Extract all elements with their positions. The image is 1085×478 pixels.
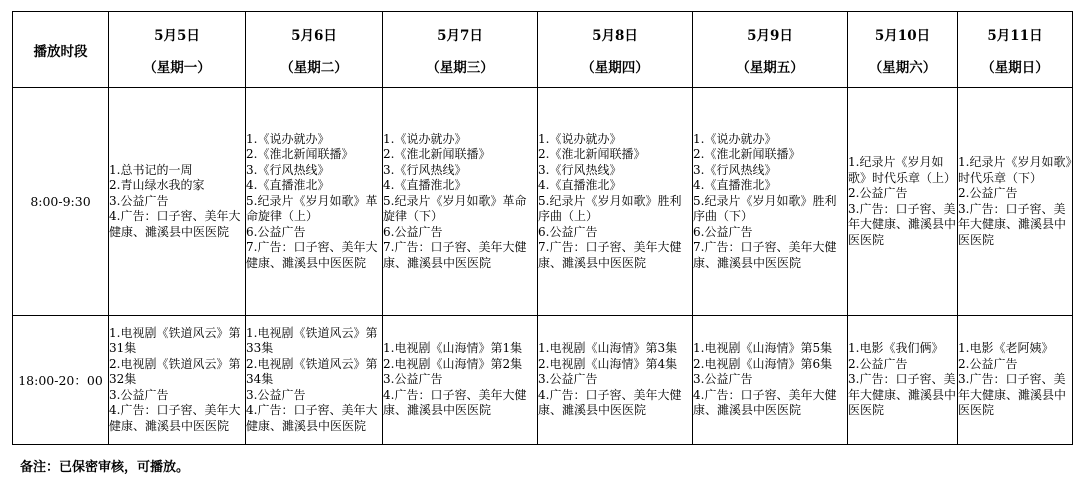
program-item: 2.公益广告 (958, 356, 1018, 371)
program-item: 1.纪录片《岁月如歌》时代乐章（下） (958, 155, 1072, 185)
program-item: 1.电影《老阿姨》 (958, 341, 1054, 356)
day-date: 5月5日 (154, 27, 200, 44)
program-item: 3.《行风热线》 (246, 162, 330, 177)
day-header (693, 12, 848, 88)
program-item: 1.《说办就办》 (693, 131, 777, 146)
program-item: 3.《行风热线》 (383, 162, 467, 177)
day-weekday: （星期五） (736, 59, 804, 76)
day-header (383, 12, 538, 88)
time-slot: 18:00-20：00 (13, 316, 109, 445)
program-item: 1.《说办就办》 (383, 131, 467, 146)
schedule-row (13, 88, 1073, 316)
day-header (109, 12, 246, 88)
program-cell (848, 316, 958, 445)
day-weekday: （星期四） (581, 59, 649, 76)
program-item: 4.《直播淮北》 (246, 178, 330, 193)
program-cell (958, 88, 1073, 316)
program-item: 7.广告：口子窖、美年大健康、濉溪县中医医院 (693, 240, 837, 270)
program-item: 2.公益广告 (848, 356, 908, 371)
program-item: 1.《说办就办》 (538, 131, 622, 146)
day-weekday: （星期日） (981, 59, 1049, 76)
program-item: 4.广告：口子窖、美年大健康、濉溪县中医医院 (109, 403, 241, 433)
program-item: 2.《淮北新闻联播》 (383, 147, 491, 162)
program-item: 4.广告：口子窖、美年大健康、濉溪县中医医院 (538, 387, 682, 418)
day-weekday: （星期二） (280, 59, 348, 76)
day-weekday: （星期三） (426, 59, 494, 76)
program-item: 1.总书记的一周 (109, 162, 193, 177)
program-item: 2.《淮北新闻联播》 (693, 147, 801, 162)
program-item: 2.公益广告 (848, 186, 908, 200)
program-cell (383, 316, 538, 445)
program-item: 1.电视剧《铁道风云》第33集 (246, 325, 378, 356)
program-item: 7.广告：口子窖、美年大健康、濉溪县中医医院 (538, 240, 682, 270)
program-item: 1.电视剧《山海情》第3集 (538, 341, 678, 356)
day-header (538, 12, 693, 88)
day-date: 5月8日 (592, 27, 638, 44)
program-cell (246, 316, 383, 445)
program-item: 6.公益广告 (383, 224, 443, 239)
day-date: 5月9日 (747, 27, 793, 44)
program-item: 3.公益广告 (109, 387, 169, 402)
program-item: 3.公益广告 (693, 372, 753, 387)
program-item: 2.公益广告 (958, 186, 1018, 200)
program-cell (693, 316, 848, 445)
program-cell (246, 88, 383, 316)
program-item: 3.广告：口子窖、美年大健康、濉溪县中医医院 (958, 201, 1067, 247)
program-item: 5.纪录片《岁月如歌》革命旋律（上） (246, 193, 378, 224)
program-cell (109, 88, 246, 316)
program-cell (538, 316, 693, 445)
program-item: 4.《直播淮北》 (538, 178, 622, 193)
day-date: 5月6日 (291, 27, 337, 44)
program-item: 3.广告：口子窖、美年大健康、濉溪县中医医院 (848, 201, 957, 247)
program-item: 2.电视剧《山海情》第6集 (693, 356, 833, 371)
program-item: 3.广告：口子窖、美年大健康、濉溪县中医医院 (848, 372, 957, 418)
program-item: 2.电视剧《山海情》第4集 (538, 356, 678, 371)
time-slot: 8:00-9:30 (13, 88, 109, 316)
program-item: 1.电影《我们俩》 (848, 341, 944, 356)
program-item: 2.青山绿水我的家 (109, 178, 205, 193)
program-item: 2.电视剧《铁道风云》第32集 (109, 356, 241, 387)
day-weekday: （星期一） (143, 59, 211, 76)
program-item: 4.广告：口子窖、美年大健康、濉溪县中医医院 (693, 387, 837, 418)
program-item: 3.《行风热线》 (693, 162, 777, 177)
program-item: 4.广告：口子窖、美年大健康、濉溪县中医医院 (246, 403, 378, 433)
program-item: 3.公益广告 (109, 193, 169, 208)
program-cell (383, 88, 538, 316)
day-date: 5月7日 (437, 27, 483, 44)
program-item: 2.《淮北新闻联播》 (246, 147, 354, 162)
program-item: 1.电视剧《铁道风云》第31集 (109, 325, 241, 356)
program-item: 6.公益广告 (538, 224, 598, 239)
program-item: 6.公益广告 (693, 224, 753, 239)
program-item: 5.纪录片《岁月如歌》胜利序曲（上） (538, 193, 682, 224)
program-cell (848, 88, 958, 316)
program-cell (538, 88, 693, 316)
program-cell (958, 316, 1073, 445)
program-item: 3.公益广告 (383, 372, 443, 387)
header-row (13, 12, 1073, 88)
program-item: 4.《直播淮北》 (383, 178, 467, 193)
day-header (958, 12, 1073, 88)
program-item: 1.纪录片《岁月如歌》时代乐章（上） (848, 155, 957, 185)
program-item: 2.电视剧《山海情》第2集 (383, 356, 523, 371)
day-header (848, 12, 958, 88)
program-item: 4.广告：口子窖、美年大健康、濉溪县中医医院 (383, 387, 527, 418)
program-item: 2.《淮北新闻联播》 (538, 147, 646, 162)
program-item: 5.纪录片《岁月如歌》胜利序曲（下） (693, 193, 837, 224)
program-item: 3.公益广告 (538, 372, 598, 387)
program-item: 4.广告：口子窖、美年大健康、濉溪县中医医院 (109, 209, 241, 239)
program-item: 2.电视剧《铁道风云》第34集 (246, 356, 378, 387)
program-item: 5.纪录片《岁月如歌》革命旋律（下） (383, 193, 527, 224)
program-item: 7.广告：口子窖、美年大健康、濉溪县中医医院 (383, 240, 527, 270)
program-item: 7.广告：口子窖、美年大健康、濉溪县中医医院 (246, 240, 378, 270)
program-item: 4.《直播淮北》 (693, 178, 777, 193)
program-item: 1.《说办就办》 (246, 131, 330, 146)
slot-header: 播放时段 (13, 12, 109, 88)
program-item: 3.公益广告 (246, 387, 306, 402)
approval-note: 备注：已保密审核，可播放。 (20, 460, 190, 475)
program-item: 1.电视剧《山海情》第1集 (383, 341, 523, 356)
program-item: 6.公益广告 (246, 224, 306, 239)
program-item: 1.电视剧《山海情》第5集 (693, 341, 833, 356)
schedule-row (13, 316, 1073, 445)
program-item: 3.广告：口子窖、美年大健康、濉溪县中医医院 (958, 372, 1067, 418)
day-weekday: （星期六） (868, 59, 937, 76)
day-date: 5月11日 (987, 27, 1043, 44)
broadcast-schedule-table (12, 11, 1073, 445)
day-header (246, 12, 383, 88)
program-cell (109, 316, 246, 445)
day-date: 5月10日 (874, 27, 931, 44)
program-item: 3.《行风热线》 (538, 162, 622, 177)
program-cell (693, 88, 848, 316)
